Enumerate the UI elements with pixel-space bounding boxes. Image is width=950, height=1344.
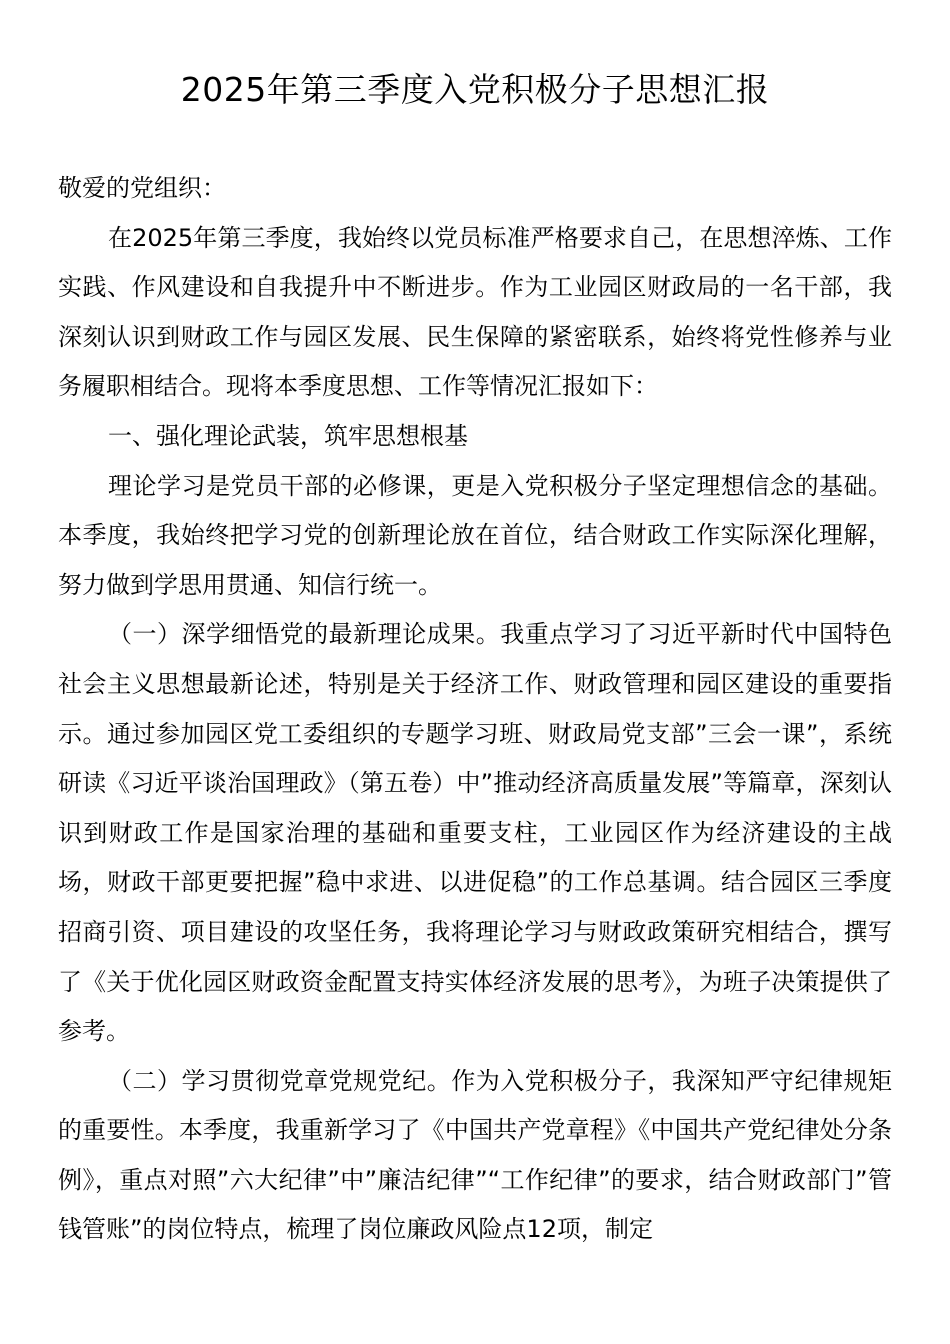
paragraph-intro: 在2025年第三季度，我始终以党员标准严格要求自己，在思想淬炼、工作实践、作风建设和自我提升中不断进步。作为工业园区财政局的一名干部，我深刻认识到财政工作与园区发展、民生保障的紧密联系，始终将党性修养与业务履职相结合。现将本季度思想、工作等情况汇报如下： [58,223,892,401]
paragraph-subsection-1: （一）深学细悟党的最新理论成果。我重点学习了习近平新时代中国特色社会主义思想最新论述，特别是关于经济工作、财政管理和园区建设的重要指示。通过参加园区党工委组织的专题学习班、财政局党支部”三会一课”，系统研读《习近平谈治国理政》（第五卷）中”推动经济高质量发展”等篇章，深刻认识到财政工作是国家治理的基础和重要支柱，工业园区作为经济建设的主战场，财政干部更要把握”稳中求进、以进促稳”的工作总基调。结合园区三季度招商引资、项目建设的攻坚任务，我将理论学习与财政政策研究相结合，撰写了《关于优化园区财政资金配置支持实体经济发展的思考》，为班子决策提供了参考。 [58,620,892,1046]
paragraph-theory: 理论学习是党员干部的必修课，更是入党积极分子坚定理想信念的基础。本季度，我始终把学习党的创新理论放在首位，结合财政工作实际深化理解，努力做到学思用贯通、知信行统一。 [58,471,892,599]
salutation: 敬爱的党组织： [58,174,226,202]
section-heading-1: 一、强化理论武装，筑牢思想根基 [108,421,468,450]
paragraph-subsection-2: （二）学习贯彻党章党规党纪。作为入党积极分子，我深知严守纪律规矩的重要性。本季度，我重新学习了《中国共产党章程》《中国共产党纪律处分条例》，重点对照”六大纪律”中”廉洁纪律”“工作纪律”的要求，结合财政部门”管钱管账”的岗位特点，梳理了岗位廉政风险点12项，制定 [58,1066,892,1244]
document-title: 2025年第三季度入党积极分子思想汇报 [180,70,770,109]
document-body [58,164,892,1255]
